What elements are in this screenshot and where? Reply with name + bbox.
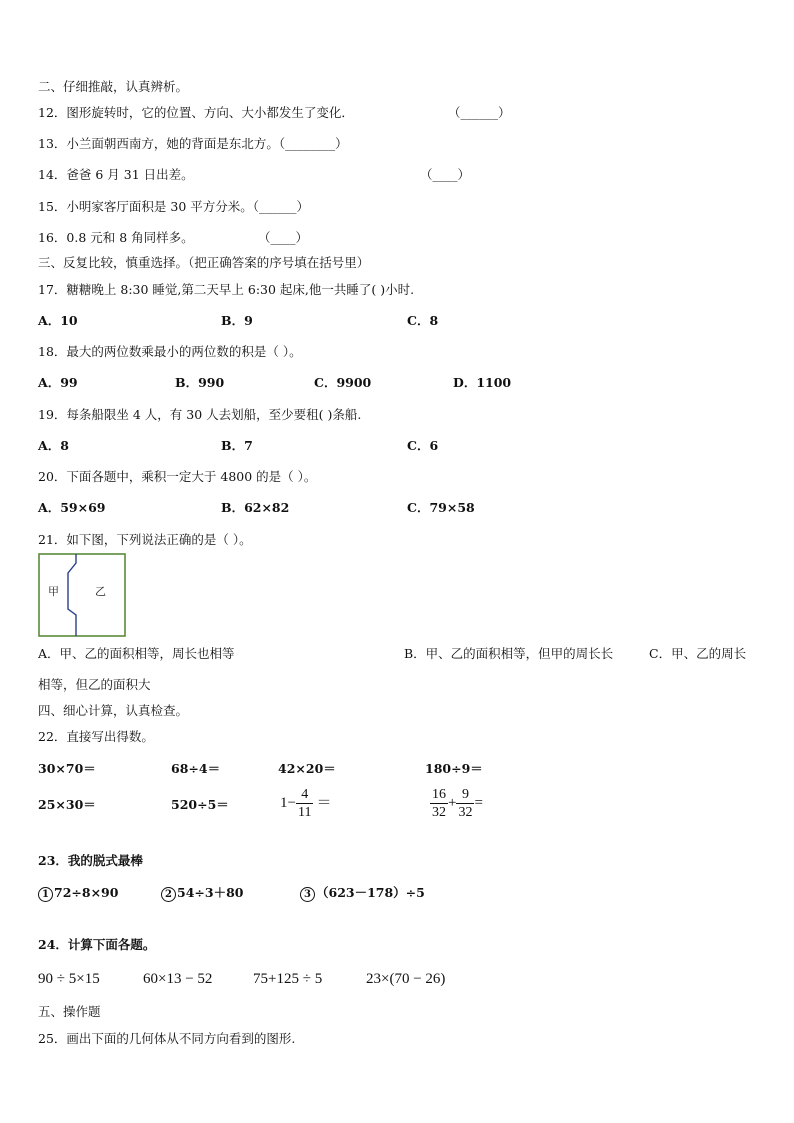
q19-option-b[interactable]: B．7 [221,438,253,453]
question-16: 16．0.8 元和 8 角同样多。 [38,230,194,245]
q24-item-4: 23×(70 − 26) [366,971,446,987]
q22-item-7-fraction [296,786,313,821]
question-25: 25．画出下面的几何体从不同方向看到的图形. [38,1031,296,1046]
q22-item-7-equals: ＝ [316,795,332,811]
figure-label-left: 甲 [48,585,59,598]
question-14: 14．爸爸 6 月 31 日出差。 [38,167,194,182]
fraction-denominator: 32 [458,805,473,820]
q23-expr-3: （623－178）÷5 [316,885,425,900]
question-23: 23．我的脱式最棒 [38,853,143,868]
figure-divider-line [68,554,76,636]
q23-item-2 [161,885,243,902]
q21-figure [38,553,126,637]
q21-option-b[interactable]: B．甲、乙的面积相等，但甲的周长长 [404,646,614,661]
question-20: 20．下面各题中，乘积一定大于 4800 的是（ ）。 [38,469,317,484]
question-24: 24．计算下面各题。 [38,937,156,952]
circled-number-3: 3 [300,887,315,902]
q20-option-a[interactable]: A．59×69 [38,500,106,515]
q22-item-7-prefix: 1− [280,795,296,811]
fraction-denominator: 11 [297,805,312,820]
section5-heading: 五、操作题 [38,1004,101,1019]
q20-option-c[interactable]: C．79×58 [407,500,475,515]
q22-item-4: 180÷9＝ [425,761,483,776]
q22-item-7 [280,786,331,821]
q21-option-c[interactable]: C．甲、乙的周长 [649,646,747,661]
question-21: 21．如下图，下列说法正确的是（ ）。 [38,532,252,547]
q22-item-8 [430,786,483,821]
q17-option-a[interactable]: A．10 [38,313,78,328]
question-22: 22．直接写出得数。 [38,729,154,744]
section4-heading: 四、细心计算，认真检查。 [38,703,189,718]
q24-item-2: 60×13 − 52 [143,971,213,987]
fraction-numerator: 16 [432,787,446,802]
answer-blank-16[interactable]: （____） [258,230,309,245]
q22-item-2: 68÷4＝ [171,761,221,776]
q19-option-c[interactable]: C．6 [407,438,439,453]
circled-number-2: 2 [161,887,176,902]
q22-item-8-fraction-1 [430,786,448,821]
fraction-denominator: 32 [432,805,446,820]
answer-blank-12[interactable]: （______） [448,105,511,120]
question-15: 15．小明家客厅面积是 30 平方分米。（______） [38,199,310,214]
q23-expr-1: 72÷8×90 [54,885,119,900]
q24-item-3: 75+125 ÷ 5 [253,971,323,987]
q22-item-8-fraction-2 [456,786,474,821]
q17-option-b[interactable]: B．9 [221,313,253,328]
q21-option-a[interactable]: A．甲、乙的面积相等，周长也相等 [38,646,235,661]
figure-label-right: 乙 [95,585,106,598]
q22-item-6: 520÷5＝ [171,797,229,812]
fraction-numerator: 9 [456,786,474,804]
q20-option-b[interactable]: B．62×82 [221,500,290,515]
q18-option-d[interactable]: D．1100 [453,375,512,390]
question-12: 12．图形旋转时，它的位置、方向、大小都发生了变化． [38,105,354,120]
q18-option-c[interactable]: C．9900 [314,375,372,390]
q22-item-3: 42×20＝ [278,761,336,776]
q18-option-a[interactable]: A．99 [38,375,78,390]
fraction-numerator: 4 [296,786,313,804]
q23-item-3 [300,885,425,902]
section3-heading: 三、反复比较，慎重选择。（把正确答案的序号填在括号里） [38,255,370,270]
q21-option-c-continued: 相等，但乙的面积大 [38,677,151,692]
q22-item-5: 25×30＝ [38,797,96,812]
q22-item-8-plus: + [448,795,457,811]
q19-option-a[interactable]: A．8 [38,438,69,453]
q22-item-8-equals: = [474,795,483,811]
question-17: 17．糖糖晚上 8:30 睡觉,第二天早上 6:30 起床,他一共睡了( )小时. [38,282,415,297]
q18-option-b[interactable]: B．990 [175,375,225,390]
circled-number-1: 1 [38,887,53,902]
question-19: 19．每条船限坐 4 人，有 30 人去划船，至少要租( )条船. [38,407,362,422]
section2-heading: 二、仔细推敲，认真辨析。 [38,79,189,94]
q17-option-c[interactable]: C．8 [407,313,439,328]
answer-blank-14[interactable]: （____） [420,167,471,182]
question-18: 18．最大的两位数乘最小的两位数的积是（ ）。 [38,344,302,359]
q23-item-1 [38,885,118,902]
q23-expr-2: 54÷3＋80 [177,885,244,900]
q24-item-1: 90 ÷ 5×15 [38,971,100,987]
q22-item-1: 30×70＝ [38,761,96,776]
question-13: 13．小兰面朝西南方，她的背面是东北方。（________） [38,136,348,151]
